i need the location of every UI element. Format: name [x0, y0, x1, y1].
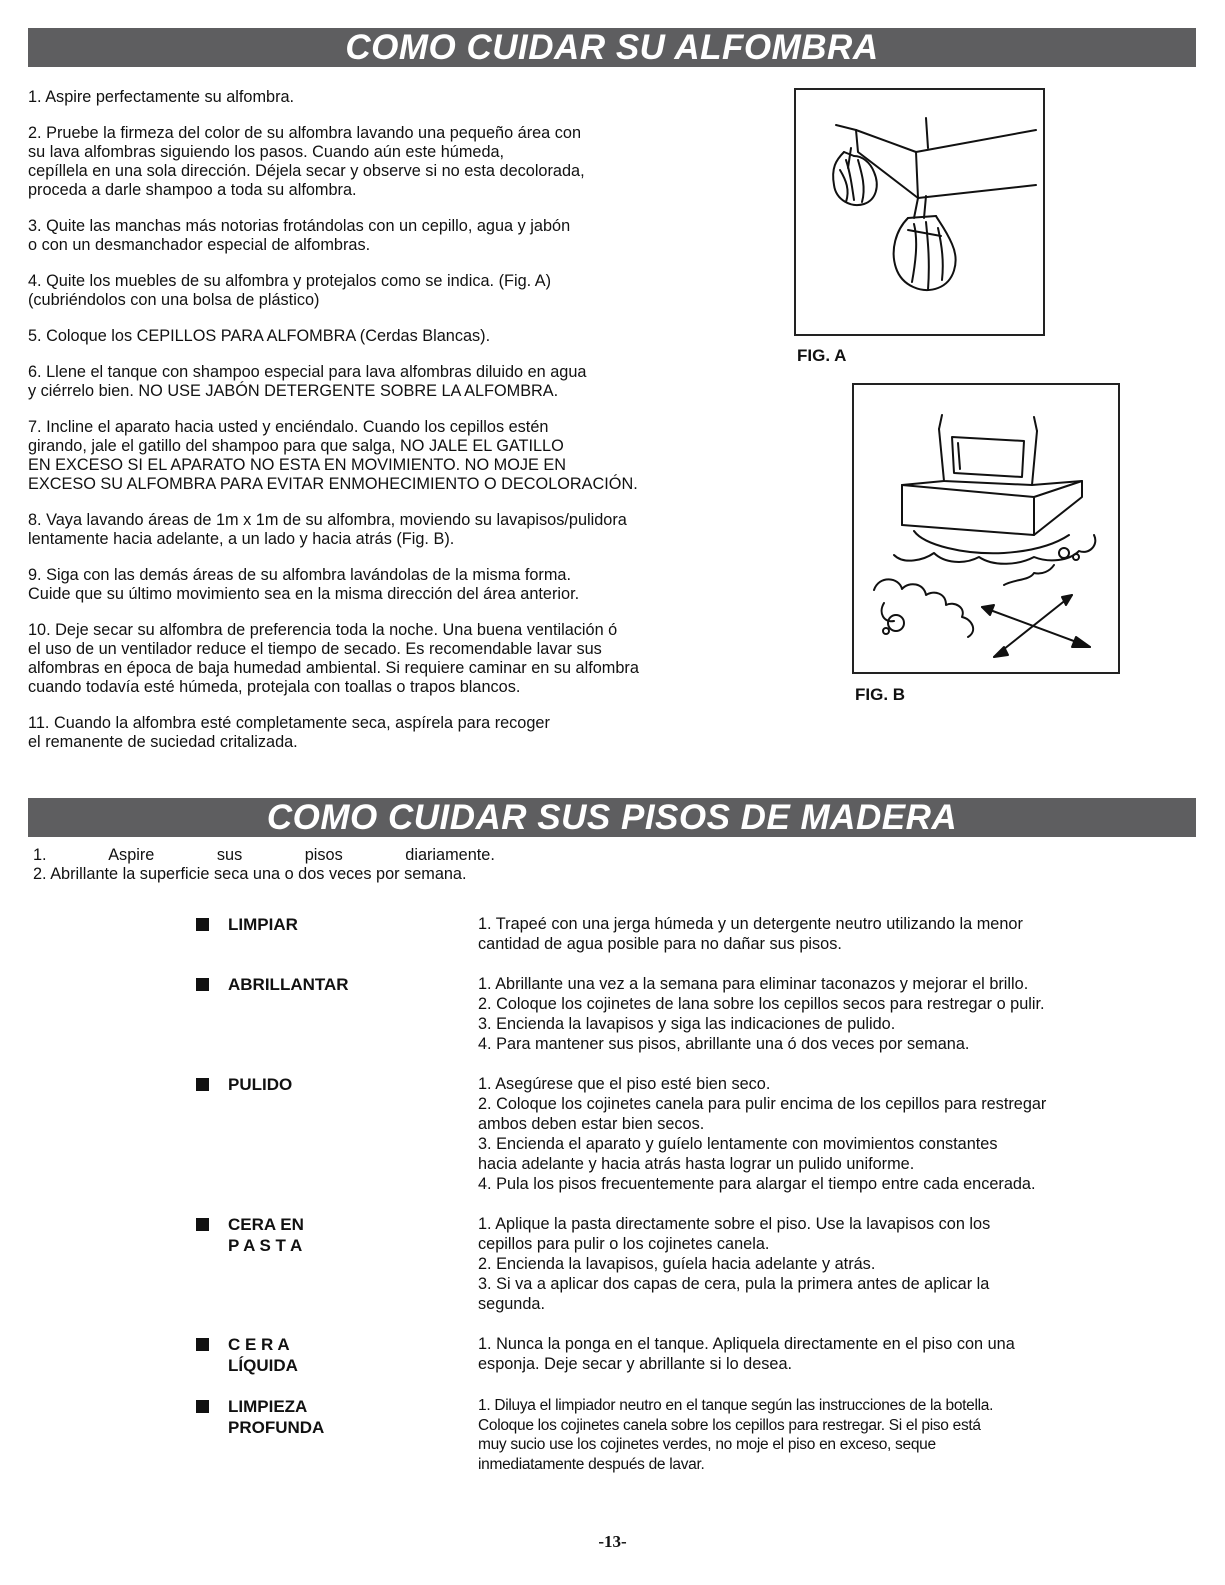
square-bullet-icon — [196, 918, 209, 931]
care-text: 1. Aplique la pasta directamente sobre el piso. Use la lavapisos con los cepillos para pulir o los cojinetes canela. 2. Encienda la lavapisos, guíela hacia adelante y atrás. 3. Si va a aplicar dos capas de cera, pula la primera antes de aplicar la segunda. — [478, 1215, 991, 1313]
care-row-abrillantar — [196, 974, 1196, 1054]
wood-care-table — [196, 914, 1196, 1494]
carpet-step: 7. Incline el aparato hacia usted y enciéndalo. Cuando los cepillos estén girando, jale el gatillo del shampoo para que salga, NO JALE EL GATILLO EN EXCESO SI EL APARATO NO ESTA EN MOVIMIENTO. NO MOJE EN EXCESO SU ALFOMBRA PARA EVITAR ENMOHECIMIENTO O DECOLORACIÓN. — [28, 418, 638, 493]
care-name: PULIDO — [228, 1075, 293, 1094]
carpet-step: 5. Coloque los CEPILLOS PARA ALFOMBRA (Cerdas Blancas). — [28, 327, 491, 345]
figure-a-illustration — [794, 88, 1045, 336]
figure-a-label: FIG. A — [797, 346, 847, 365]
square-bullet-icon — [196, 1400, 209, 1413]
care-name: ABRILLANTAR — [228, 975, 349, 994]
care-text: 1. Nunca la ponga en el tanque. Apliquela directamente en el piso con una esponja. Deje secar y abrillante si lo desea. — [478, 1335, 1015, 1373]
care-text: 1. Asegúrese que el piso esté bien seco. 2. Coloque los cojinetes canela para pulir encima de los cepillos para restregar ambos deben estar bien secos. 3. Encienda el aparato y guíelo lentamente con movimientos constantes hacia adelante y hacia atrás hasta lograr un pulido uniforme. 4. Pula los pisos frecuentemente para alargar el tiempo entre cada encerada. — [478, 1075, 1047, 1193]
carpet-step: 8. Vaya lavando áreas de 1m x 1m de su alfombra, moviendo su lavapisos/pulidora lentamente hacia adelante, a un lado y hacia atrás (Fig. B). — [28, 511, 627, 548]
carpet-step: 6. Llene el tanque con shampoo especial para lava alfombras diluido en agua y ciérrelo bien. NO USE JABÓN DETERGENTE SOBRE LA ALFOMBRA. — [28, 363, 587, 400]
care-text: 1. Diluya el limpiador neutro en el tanque según las instrucciones de la botella. Coloque los cojinetes canela sobre los cepillos para restregar. Si el piso está muy sucio use los cojinetes verdes, no moje el piso en exceso, seque inmediatamente después de lavar. — [478, 1397, 994, 1473]
carpet-step: 9. Siga con las demás áreas de su alfombra lavándolas de la misma forma. Cuide que su último movimiento sea en la misma dirección del área anterior. — [28, 566, 580, 603]
care-name: LIMPIEZA PROFUNDA — [228, 1397, 325, 1437]
square-bullet-icon — [196, 978, 209, 991]
care-row-limpieza-profunda — [196, 1396, 1196, 1474]
care-row-pulido — [196, 1074, 1196, 1194]
carpet-steps-list — [28, 88, 768, 769]
carpet-step: 3. Quite las manchas más notorias frotándolas con un cepillo, agua y jabón o con un desmanchador especial de alfombras. — [28, 217, 571, 254]
care-row-cera-liquida — [196, 1334, 1196, 1376]
care-text: 1. Trapeé con una jerga húmeda y un detergente neutro utilizando la menor cantidad de agua posible para no dañar sus pisos. — [478, 915, 1023, 953]
intro-line: 2. Abrillante la superficie seca una o dos veces por semana. — [33, 865, 467, 883]
figure-b-label: FIG. B — [855, 685, 906, 704]
intro-line: 1. Aspire sus pisos diariamente. — [33, 846, 495, 864]
care-name: CERA EN P A S T A — [228, 1215, 304, 1255]
figure-b-illustration — [852, 383, 1120, 674]
carpet-step: 11. Cuando la alfombra esté completamente seca, aspírela para recoger el remanente de suciedad critalizada. — [28, 714, 550, 751]
section-title-wood-floors: COMO CUIDAR SUS PISOS DE MADERA — [28, 798, 1196, 837]
page-number: -13- — [598, 1532, 627, 1551]
care-row-cera-pasta — [196, 1214, 1196, 1314]
square-bullet-icon — [196, 1338, 209, 1351]
carpet-step: 1. Aspire perfectamente su alfombra. — [28, 88, 295, 106]
care-row-limpiar — [196, 914, 1196, 954]
section-title-carpet: COMO CUIDAR SU ALFOMBRA — [28, 28, 1196, 67]
carpet-step: 10. Deje secar su alfombra de preferencia toda la noche. Una buena ventilación ó el uso de un ventilador reduce el tiempo de secado. Es recomendable lavar sus alfombras en época de baja humedad ambiental. Si requiere caminar en su alfombra cuando todavía esté húmeda, protejala con toallas o trapos blancos. — [28, 621, 639, 696]
care-name: LIMPIAR — [228, 915, 298, 934]
carpet-step: 2. Pruebe la firmeza del color de su alfombra lavando una pequeño área con su lava alfombras siguiendo los pasos. Cuando aún este húmeda, cepíllela en una sola dirección. Déjela secar y observe si no esta decolorada, proceda a darle shampoo a toda su alfombra. — [28, 124, 585, 199]
care-name: C E R A LÍQUIDA — [228, 1335, 298, 1375]
square-bullet-icon — [196, 1218, 209, 1231]
carpet-step: 4. Quite los muebles de su alfombra y protejalos como se indica. (Fig. A) (cubriéndolos con una bolsa de plástico) — [28, 272, 552, 309]
care-text: 1. Abrillante una vez a la semana para eliminar taconazos y mejorar el brillo. 2. Coloque los cojinetes de lana sobre los cepillos secos para restregar o pulir. 3. Encienda la lavapisos y siga las indicaciones de pulido. 4. Para mantener sus pisos, abrillante una ó dos veces por semana. — [478, 975, 1045, 1053]
wood-floor-intro — [33, 846, 495, 884]
square-bullet-icon — [196, 1078, 209, 1091]
